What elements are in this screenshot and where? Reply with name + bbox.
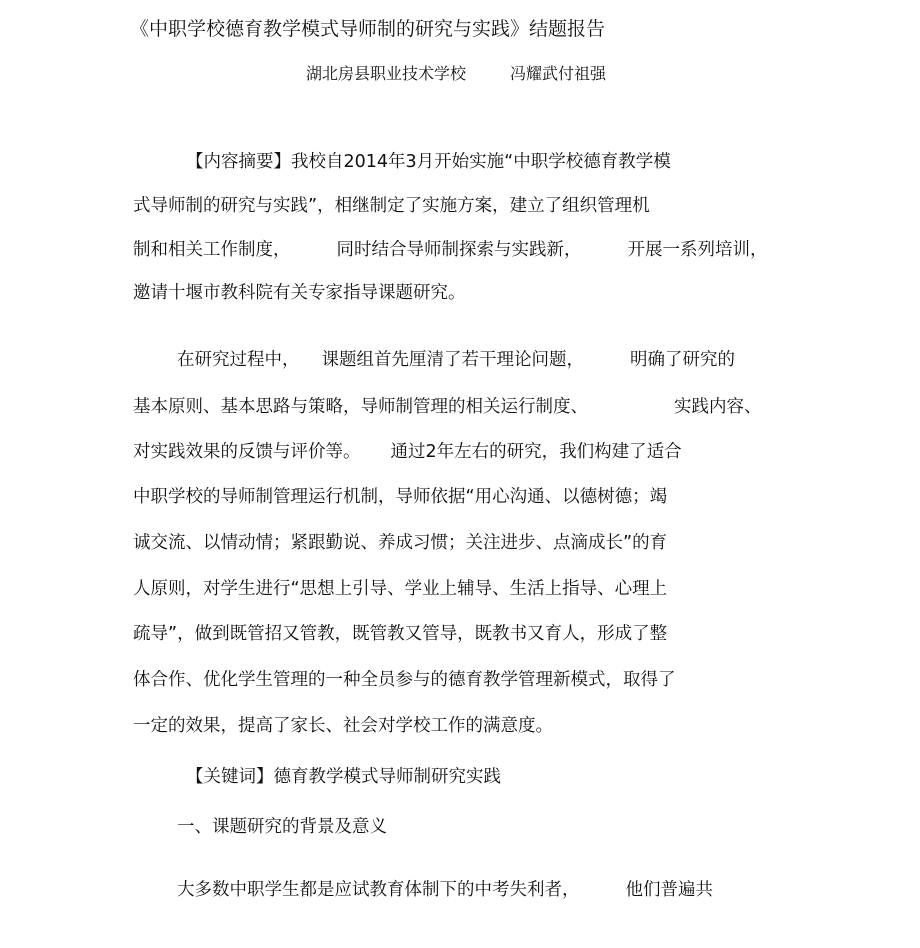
abstract-line-3-part-3: 开展一系列培训， bbox=[627, 240, 768, 260]
research-line-3 bbox=[133, 440, 682, 464]
abstract-line-3-part-1: 制和相关工作制度， bbox=[133, 240, 291, 260]
abstract-line-2: 式导师制的研究与实践”，相继制定了实施方案，建立了组织管理机 bbox=[133, 196, 650, 216]
research-line-7: 疏导”，做到既管招又管教，既管教又管导，既教书又育人，形成了整 bbox=[133, 624, 668, 644]
abstract-line-3-part-2: 同时结合导师制探索与实践新， bbox=[336, 240, 582, 260]
author-names: 冯耀武付祖强 bbox=[510, 64, 607, 83]
research-line-4: 中职学校的导师制管理运行机制，导师依据“用心沟通、以德树德；竭 bbox=[133, 487, 668, 507]
research-line-6: 人原则，对学生进行“思想上引导、学业上辅导、生活上指导、心理上 bbox=[133, 579, 668, 599]
research-line-3-part-2: 通过2年左右的研究，我们构建了适合 bbox=[390, 442, 682, 462]
research-line-8: 体合作、优化学生管理的一种全员参与的德育教学管理新模式，取得了 bbox=[133, 670, 676, 690]
section-1-line-1-part-1: 大多数中职学生都是应试教育体制下的中考失利者， bbox=[177, 880, 580, 900]
research-line-1 bbox=[177, 348, 735, 372]
section-1-heading: 一、课题研究的背景及意义 bbox=[177, 817, 387, 837]
research-line-1-part-3: 明确了研究的 bbox=[630, 350, 735, 370]
school-name: 湖北房县职业技术学校 bbox=[306, 64, 467, 83]
research-line-2 bbox=[133, 395, 762, 419]
abstract-line-3 bbox=[133, 238, 768, 262]
research-line-2-part-2: 实践内容、 bbox=[674, 397, 762, 417]
report-title: 《中职学校德育教学模式导师制的研究与实践》结题报告 bbox=[130, 18, 606, 40]
research-line-3-part-1: 对实践效果的反馈与评价等。 bbox=[133, 442, 361, 462]
research-line-9: 一定的效果，提高了家长、社会对学校工作的满意度。 bbox=[133, 716, 553, 736]
abstract-line-1: 【内容摘要】我校自2014年3月开始实施“中职学校德育教学模 bbox=[186, 152, 671, 172]
research-line-1-part-1: 在研究过程中， bbox=[177, 350, 300, 370]
keywords-line: 【关键词】德育教学模式导师制研究实践 bbox=[186, 767, 501, 787]
section-1-line-1-part-2: 他们普遍共 bbox=[625, 880, 713, 900]
section-1-line-1 bbox=[177, 878, 713, 902]
research-line-5: 诚交流、以情动情；紧跟勤说、养成习惯；关注进步、点滴成长”的育 bbox=[133, 533, 668, 553]
abstract-line-4: 邀请十堰市教科院有关专家指导课题研究。 bbox=[133, 283, 466, 303]
byline bbox=[306, 61, 606, 84]
research-line-2-part-1: 基本原则、基本思路与策略，导师制管理的相关运行制度、 bbox=[133, 397, 588, 417]
research-line-1-part-2: 课题组首先厘清了若干理论问题， bbox=[321, 350, 584, 370]
